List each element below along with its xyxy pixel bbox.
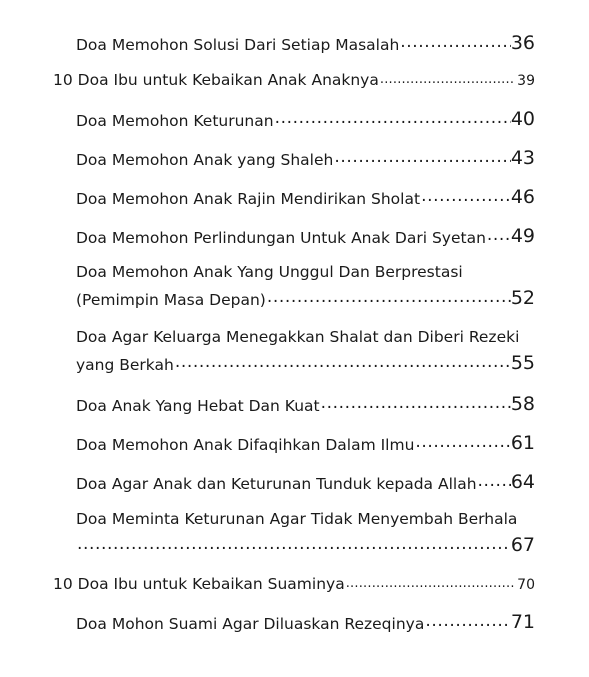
toc-entry-page: 52 (510, 287, 535, 309)
toc-entry[interactable] (76, 393, 535, 415)
toc-entry-page: 70 (517, 577, 535, 593)
dot-leader (333, 149, 511, 169)
toc-entry[interactable] (76, 471, 535, 493)
dot-leader (320, 395, 511, 415)
toc-entry-title: Doa Agar Anak dan Keturunan Tunduk kepada Allah (76, 475, 477, 493)
toc-entry-title: Doa Memohon Keturunan (76, 112, 274, 130)
dot-leader (399, 34, 511, 54)
toc-entry-page: 39 (517, 73, 535, 89)
toc-entry-page: 67 (510, 534, 535, 556)
toc-entry-title-line1: Doa Memohon Anak Yang Unggul Dan Berprestasi (76, 263, 463, 281)
toc-entry-title-line2: (Pemimpin Masa Depan) (76, 291, 266, 309)
dot-leader (414, 434, 510, 454)
toc-entry-page: 49 (510, 225, 535, 247)
toc-entry-title: Doa Memohon Solusi Dari Setiap Masalah (76, 36, 400, 54)
toc-entry[interactable] (76, 432, 535, 454)
dot-leader (379, 73, 514, 89)
toc-entry-title: Doa Memohon Perlindungan Untuk Anak Dari Syetan (76, 229, 486, 247)
toc-entry-page: 40 (510, 108, 535, 130)
toc-entry[interactable] (76, 186, 535, 208)
toc-entry-page: 43 (510, 147, 535, 169)
toc-entry-title-line1: Doa Agar Keluarga Menegakkan Shalat dan Diberi Rezeki (76, 328, 520, 346)
toc-entry[interactable] (76, 108, 535, 130)
dot-leader (266, 289, 511, 309)
toc-entry-title: Doa Memohon Anak Rajin Mendirikan Sholat (76, 190, 421, 208)
dot-leader (424, 613, 511, 633)
toc-entry[interactable] (76, 32, 535, 54)
toc-entry[interactable] (76, 328, 535, 374)
toc-entry-title: Doa Mohon Suami Agar Diluaskan Rezeqinya (76, 615, 425, 633)
toc-entry[interactable] (76, 263, 535, 309)
toc-entry-title: Doa Anak Yang Hebat Dan Kuat (76, 397, 320, 415)
dot-leader (486, 227, 511, 247)
toc-entry-page: 46 (510, 186, 535, 208)
dot-leader (345, 577, 514, 593)
dot-leader (420, 188, 511, 208)
toc-entry[interactable] (76, 510, 535, 556)
toc-entry[interactable] (76, 611, 535, 633)
toc-entry-page: 55 (510, 352, 535, 374)
toc-entry-page: 58 (510, 393, 535, 415)
dot-leader (76, 536, 511, 556)
toc-chapter-entry[interactable] (53, 575, 535, 593)
toc-entry-page: 61 (510, 432, 535, 454)
toc-entry-title: Doa Memohon Anak yang Shaleh (76, 151, 334, 169)
toc-entry-title-line2: yang Berkah (76, 356, 174, 374)
toc-entry[interactable] (76, 147, 535, 169)
toc-entry-title-line1: Doa Meminta Keturunan Agar Tidak Menyembah Berhala (76, 510, 518, 528)
toc-entry-page: 36 (510, 32, 535, 54)
toc-entry-page: 71 (510, 611, 535, 633)
toc-entry-title: 10 Doa Ibu untuk Kebaikan Suaminya (53, 575, 345, 593)
toc-entry-page: 64 (510, 471, 535, 493)
toc-chapter-entry[interactable] (53, 71, 535, 89)
dot-leader (174, 354, 511, 374)
toc-entry-title: Doa Memohon Anak Difaqihkan Dalam Ilmu (76, 436, 415, 454)
dot-leader (477, 473, 511, 493)
toc-entry-title: 10 Doa Ibu untuk Kebaikan Anak Anaknya (53, 71, 379, 89)
dot-leader (274, 110, 511, 130)
toc-entry[interactable] (76, 225, 535, 247)
